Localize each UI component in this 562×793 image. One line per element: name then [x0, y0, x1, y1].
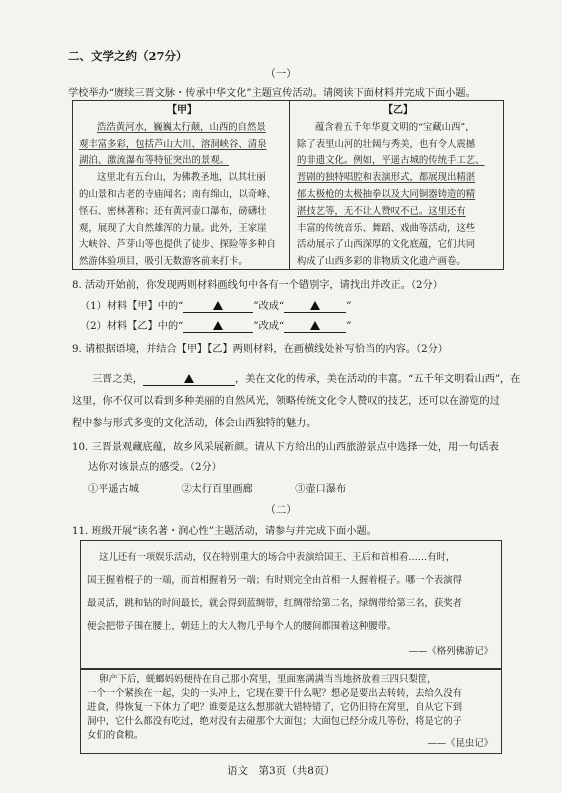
q9-line1: [92, 370, 520, 386]
triangle-icon: [213, 321, 223, 330]
answer-blank[interactable]: [183, 301, 253, 313]
section-title: 二、文学之约（27分）: [68, 49, 188, 63]
q9-line1-start: 三晋之美，: [92, 374, 143, 385]
q10-text-1: 10. 三晋景观藏底蕴，故乡风采展新颜。请从下方给出的山西旅游景点中选择一处，用一句话表: [72, 442, 499, 453]
q10-option: ①平遥古城: [88, 484, 139, 495]
material-b-line: 活动展示了山西深厚的文化底蕴，它们共同: [297, 239, 476, 251]
q8-text: 8. 活动开始前，你发现两则材料画线句中各有一个错别字，请找出并改正。（2分）: [72, 280, 443, 291]
quote2-line: 卵产下后，蜣螂妈妈便待在自己那小窝里，里面塞满满当当地挤放着三四只梨筐，: [99, 674, 437, 685]
quote2-line: 洞中，它什么都没有吃过，绝对没有去碰那个大面包；大面包已经分成几等份，将是它的子: [87, 716, 463, 727]
q9-line2: 这里，你不仅可以看到多种美丽的自然风光，领略传统文化令人赞叹的技艺，还可以在游览的过: [72, 396, 500, 407]
material-a-line: 湖泊、激流瀑布等特征突出的景观。: [79, 155, 230, 167]
part1-marker: （一）: [265, 68, 297, 80]
quote1-source: ——《格列佛游记》: [408, 646, 493, 657]
material-b-header: 【乙】: [383, 105, 413, 116]
answer-blank[interactable]: [183, 321, 253, 333]
q8-item1-end: ”: [346, 301, 352, 312]
material-b-line: 丰富的传统音乐、舞蹈、戏曲等活动，这些: [297, 222, 476, 234]
material-a-line: 浩浩黄河水，巍巍太行颠，山西的自然景: [97, 121, 266, 133]
material-a-line: 大峡谷、芦芽山等也提供了徒步、探险等多种自: [79, 239, 276, 251]
part2-marker: （二）: [265, 504, 297, 516]
q10-options: [88, 480, 346, 495]
material-b-line: 晋剧的独特唱腔和表演形式，都展现出精湛: [297, 172, 476, 184]
q8-item1: [80, 297, 351, 313]
materials-table: [72, 100, 504, 270]
material-a-line: 的山景和古老的寺庙闻名；南有绵山，以奇峰、: [79, 188, 276, 200]
answer-blank[interactable]: [143, 374, 235, 386]
quote-box-gulliver: [80, 540, 502, 670]
q11-text: 11. 班级开展“读名著・润心性”主题活动，请参与并完成下面小题。: [72, 526, 377, 537]
quote2-line: 进食，得恢复一下体力了吧？谁要是这么想那就大错特错了，它仍旧待在窝里，自从它下到: [87, 702, 463, 713]
q8-item2-end: ”: [346, 321, 352, 332]
q8-item2: [80, 317, 351, 333]
quote1-line: 最灵活，跳和钻的时间最长，就会得到蓝绸带，红绸带给第二名，绿绸带给第三名，获奖者: [87, 598, 463, 609]
q9-line1-rest: ，美在文化的传承，美在活动的丰富。“五千年文明看山西”，在: [234, 374, 521, 385]
quote1-line: 便会把带子围在腰上，朝廷上的大人物几乎每个人的腰间都围着这种腰带。: [87, 621, 397, 632]
material-b-line: 郁太极枪的太极抽拳以及大同铜器铸造的精: [297, 188, 476, 200]
material-b-line: 的非遗文化。例如，平遥古城的传统手工艺、: [297, 155, 485, 167]
triangle-icon: [310, 301, 320, 310]
quote2-line: 一个一个紧挨在一起，尖的一头冲上，它现在要干什么呢？想必是要出去转转，去给久没有: [87, 688, 463, 699]
quote1-line: 这儿还有一项娱乐活动，仅在特别重大的场合中表演给国王、王后和首相看……有时，: [99, 552, 456, 563]
q10-option: ②太行百里画廊: [181, 484, 253, 495]
q9-text: 9. 请根据语境，并结合【甲】【乙】两则材料，在画横线处补写恰当的内容。（2分）: [72, 344, 448, 355]
q8-item2-mid: ”改成“: [253, 321, 285, 332]
material-b-line: 除了表里山河的壮阔与秀美，也有令人震撼: [297, 138, 476, 150]
material-a-line: 观，展现了大自然雄浑的力量。此外，王家崖: [79, 222, 267, 234]
q10-option: ③壶口瀑布: [295, 484, 347, 495]
material-b-line: 蕴含着五千年华夏文明的“宝藏山西”，: [315, 121, 475, 133]
quote1-line: 国王握着棍子的一端，而首相握着另一端；有时则完全由首相一人握着棍子。哪一个表演得: [87, 575, 463, 586]
quote-box-insects: [80, 668, 502, 754]
material-a-header: 【甲】: [167, 105, 197, 116]
answer-blank[interactable]: [284, 301, 346, 313]
q8-item2-prefix: （2）材料【乙】中的“: [80, 321, 184, 332]
material-a-line: 怪石、密林著称；还有黄河壶口瀑布，磅礴壮: [79, 205, 267, 217]
quote2-source: ——《昆虫记》: [427, 738, 493, 749]
quote2-line: 女们的食粮。: [87, 730, 144, 741]
page-footer: 语文 第3页（共8页）: [227, 765, 335, 777]
q8-item1-mid: ”改成“: [253, 301, 285, 312]
material-b-line: 湛技艺等，无不让人赞叹不已。这里还有: [297, 205, 466, 217]
triangle-icon: [213, 301, 223, 310]
triangle-icon: [310, 321, 320, 330]
answer-blank[interactable]: [284, 321, 346, 333]
material-a: [79, 103, 285, 271]
q10-text-2: 达你对该景点的感受。（2分）: [88, 462, 222, 473]
triangle-icon: [184, 374, 194, 383]
material-b-line: 构成了山西多彩的非物质文化遗产画卷。: [297, 256, 466, 268]
material-a-line: 观丰富多彩，包括芦山大川、溶洞峡谷、清泉: [79, 138, 267, 150]
part1-intro: 学校举办“赓续三晋文脉・传承中华文化”主题宣传活动。请阅读下面材料并完成下面小题。: [68, 88, 476, 99]
q8-item1-prefix: （1）材料【甲】中的“: [80, 301, 184, 312]
q9-line3: 程中参与形式多变的文化活动，体会山西独特的魅力。: [72, 418, 317, 429]
material-b: [297, 103, 499, 271]
table-divider: [289, 101, 290, 269]
material-a-line: 然游体验项目，吸引无数游客前来打卡。: [79, 256, 248, 268]
material-a-line: 这里北有五台山，为佛教圣地，以其壮丽: [97, 172, 266, 184]
